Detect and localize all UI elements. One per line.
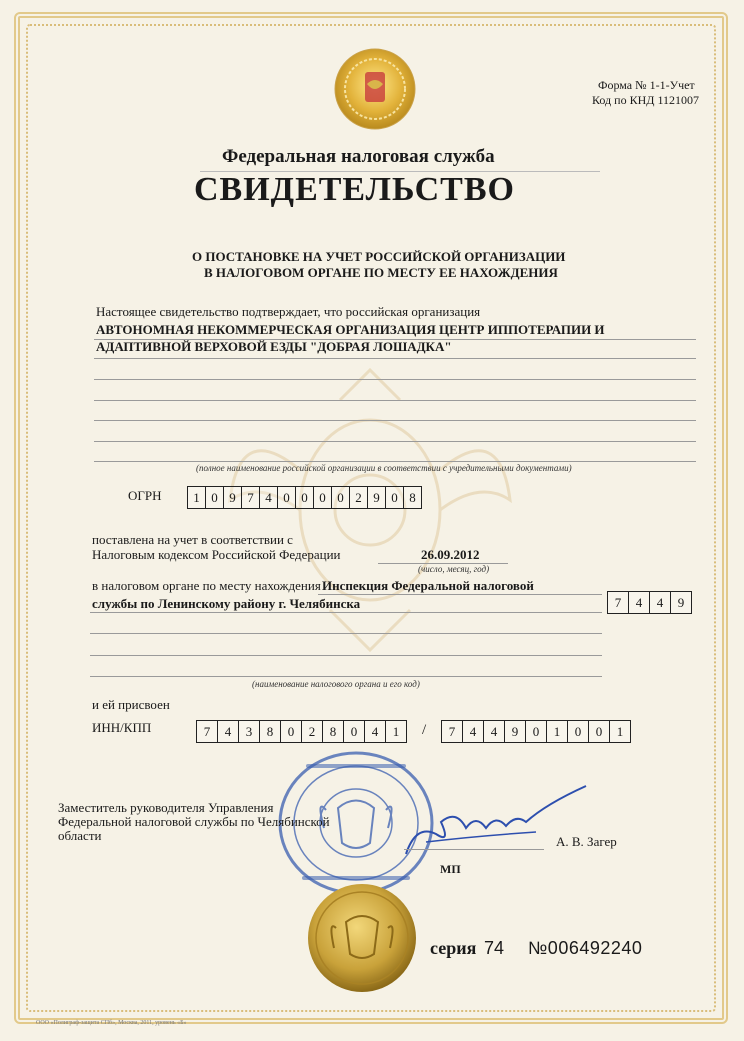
- ogrn-digit: 0: [331, 486, 350, 509]
- subtitle-line-2: В НАЛОГОВОМ ОРГАНЕ ПО МЕСТУ ЕЕ НАХОЖДЕНИЯ: [204, 265, 558, 280]
- kpp-digit: 0: [525, 720, 547, 743]
- gold-seal-icon: [306, 882, 418, 994]
- inn-digit: 1: [385, 720, 407, 743]
- inn-kpp-separator: /: [422, 722, 427, 738]
- inn-digit: 2: [301, 720, 323, 743]
- inn-digit: 4: [217, 720, 239, 743]
- tax-code-digit: 4: [649, 591, 671, 614]
- inn-digit: 0: [280, 720, 302, 743]
- tax-office-prefix: в налоговом органе по месту нахождения: [92, 578, 321, 593]
- inn-cells: [197, 720, 407, 743]
- tax-code-digit: 9: [670, 591, 692, 614]
- registered-line-1: поставлена на учет в соответствии с: [92, 532, 293, 547]
- org-name-line-1: АВТОНОМНАЯ НЕКОММЕРЧЕСКАЯ ОРГАНИЗАЦИЯ ЦЕНТР ИППОТЕРАПИИ И: [96, 322, 605, 337]
- signatory-line-1: Заместитель руководителя Управления: [58, 800, 274, 815]
- kpp-digit: 4: [483, 720, 505, 743]
- org-name-line-2: АДАПТИВНОЙ ВЕРХОВОЙ ЕЗДЫ "ДОБРАЯ ЛОШАДКА": [96, 339, 452, 354]
- kpp-cells: [442, 720, 631, 743]
- form-number: Форма № 1-1-Учет: [598, 78, 695, 92]
- eagle-watermark-icon: [220, 360, 520, 660]
- mp-label: МП: [440, 862, 461, 876]
- series-number: №006492240: [528, 938, 643, 958]
- inn-digit: 3: [238, 720, 260, 743]
- ogrn-digit: 9: [367, 486, 386, 509]
- tax-office-note: (наименование налогового органа и его код): [252, 679, 420, 689]
- kpp-digit: 1: [546, 720, 568, 743]
- kpp-digit: 4: [462, 720, 484, 743]
- series-label: серия: [430, 938, 477, 958]
- registered-line-2: Налоговым кодексом Российской Федерации: [92, 547, 341, 562]
- inn-digit: 7: [196, 720, 218, 743]
- subtitle-line-1: О ПОСТАНОВКЕ НА УЧЕТ РОССИЙСКОЙ ОРГАНИЗАЦИИ: [192, 249, 566, 264]
- tax-code-digit: 4: [628, 591, 650, 614]
- ogrn-digit: 0: [205, 486, 224, 509]
- inn-digit: 8: [322, 720, 344, 743]
- tax-code-digit: 7: [607, 591, 629, 614]
- confirms-text: Настоящее свидетельство подтверждает, что российская организация: [96, 304, 481, 319]
- document-title: СВИДЕТЕЛЬСТВО: [194, 171, 515, 208]
- hologram-emblem-icon: [334, 48, 416, 130]
- kpp-digit: 9: [504, 720, 526, 743]
- signatory-line-2: Федеральной налоговой службы по Челябинской: [58, 814, 330, 829]
- tax-office-name-2: службы по Ленинскому району г. Челябинска: [92, 596, 361, 611]
- registration-date: 26.09.2012: [421, 547, 480, 562]
- ogrn-digit: 2: [349, 486, 368, 509]
- inn-kpp-label: ИНН/КПП: [92, 720, 152, 735]
- inn-digit: 8: [259, 720, 281, 743]
- ogrn-digit: 9: [223, 486, 242, 509]
- knd-code: Код по КНД 1121007: [592, 93, 699, 107]
- ogrn-digit: 8: [403, 486, 422, 509]
- ogrn-digit: 0: [313, 486, 332, 509]
- ogrn-digit: 1: [187, 486, 206, 509]
- tax-office-code-cells: [608, 591, 692, 614]
- inn-digit: 0: [343, 720, 365, 743]
- signature-icon: [396, 784, 596, 864]
- ogrn-digit: 4: [259, 486, 278, 509]
- tax-office-name-1: Инспекция Федеральной налоговой: [322, 578, 534, 593]
- ogrn-digit: 0: [295, 486, 314, 509]
- inn-digit: 4: [364, 720, 386, 743]
- ogrn-digit: 7: [241, 486, 260, 509]
- ogrn-digit: 0: [277, 486, 296, 509]
- printer-imprint: ООО «Полиграф-защита СПб», Москва, 2011, уровень «Б»: [36, 1020, 187, 1026]
- org-name-note: (полное наименование российской организации в соответствии с учредительными документами): [196, 463, 572, 473]
- ogrn-digit: 0: [385, 486, 404, 509]
- kpp-digit: 0: [588, 720, 610, 743]
- kpp-digit: 1: [609, 720, 631, 743]
- ogrn-cells: [188, 486, 422, 509]
- signatory-name: А. В. Загер: [556, 834, 617, 849]
- kpp-digit: 7: [441, 720, 463, 743]
- ogrn-label: ОГРН: [128, 488, 162, 503]
- agency-name: Федеральная налоговая служба: [222, 146, 495, 167]
- date-note: (число, месяц, год): [418, 564, 490, 574]
- assigned-text: и ей присвоен: [92, 697, 170, 712]
- kpp-digit: 0: [567, 720, 589, 743]
- series-value: 74: [484, 938, 505, 958]
- signatory-line-3: области: [58, 828, 102, 843]
